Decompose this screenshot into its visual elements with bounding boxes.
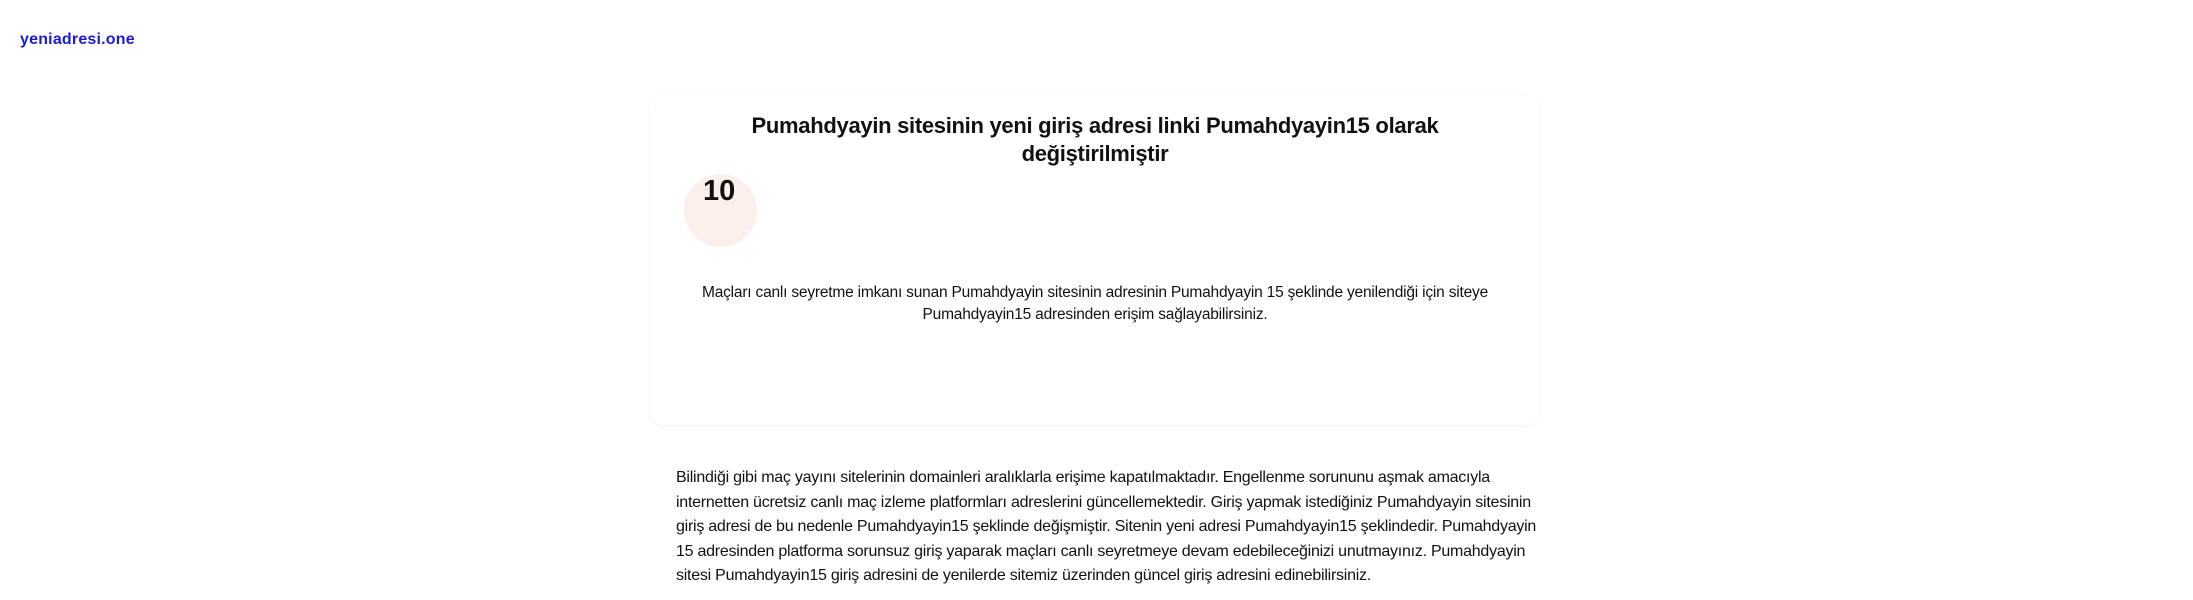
number-badge: 10 [703, 175, 736, 207]
article-summary: Maçları canlı seyretme imkanı sunan Pumahdyayin sitesinin adresinin Pumahdyayin 15 şeklinde yenilendiği için siteye Pumahdyayin15 adresinden erişim sağlayabilirsiniz. [702, 284, 1488, 323]
article-card [650, 95, 1540, 425]
article-title: Pumahdyayin sitesinin yeni giriş adresi linki Pumahdyayin15 olarak değiştirilmiştir [751, 113, 1439, 166]
site-logo-link[interactable]: yeniadresi.one [20, 31, 135, 48]
article-body: Bilindiği gibi maç yayını sitelerinin domainleri aralıklarla erişime kapatılmaktadır. Engellenme sorununu aşmak amacıyla internetten ücretsiz canlı maç izleme platformları adreslerini güncellemektedir. Giriş yapmak istediğiniz Pumahdyayin sitesinin giriş adresi de bu nedenle Pumahdyayin15 şeklinde değişmiştir. Sitenin yeni adresi Pumahdyayin15 şeklindedir. Pumahdyayin 15 adresinden platforma sorunsuz giriş yaparak maçları canlı seyretmeye devam edebileceğinizi unutmayınız. Pumahdyayin sitesi Pumahdyayin15 giriş adresini de yenilerde sitemiz üzerinden güncel giriş adresini edinebilirsiniz. [676, 469, 1537, 584]
